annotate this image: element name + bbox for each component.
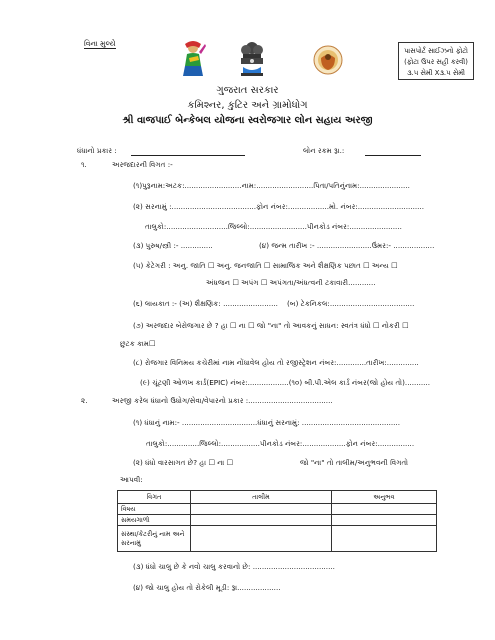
business-name-row[interactable]: (૧) ધંધાનું નામ:- .................................ધંધાનું સરનામું: ........................................... <box>133 418 401 427</box>
casual-work-row[interactable]: છુટક કામ☐ <box>120 339 156 348</box>
business-type-field[interactable] <box>131 155 245 156</box>
section1-number: ૧. <box>81 160 87 169</box>
table-cell: વિષય <box>118 504 191 515</box>
experience-table <box>117 490 437 552</box>
table-cell[interactable] <box>191 515 332 526</box>
table-header: વિગત <box>118 491 191 504</box>
business-taluka-row[interactable]: તાલુકો:..............જિલ્લો:.................પીનકોડ નંબર:...................ફોન નંબર:................ <box>146 439 415 448</box>
table-cell: સમયગાળો <box>118 515 191 526</box>
photo-box: પાસપોર્ટ સાઈઝનો ફોટો (ફોટા ઉપર સહી કરવી) ૩.૫ સેમી X૩.૫ સેમી <box>398 42 474 80</box>
category-row[interactable]: (૫) કેટેગરી : અનુ. જાતિ ☐ અનુ. જનજાતિ ☐ સામાજિક અને શૈક્ષણિક પછાત ☐ અન્ય ☐ <box>133 261 398 270</box>
employment-exchange-row[interactable]: (૮) રોજગાર વિનિમય કચેરીમાં નામ નોંધાવેલ હોય તો રજીસ્ટ્રેશન નંબર:.............તારીખ:.............. <box>133 358 419 367</box>
table-cell[interactable] <box>332 504 437 515</box>
birthdate-row[interactable]: (૪) જન્મ તારીખ :- ........................ઉંમર:- .................. <box>259 241 435 250</box>
epic-bpl-row[interactable]: (૯) ચૂંટણી ઓળખ કાર્ડ(EPIC) નંબર:..................(૧૦) બી.પી.એલ કાર્ડ નંબર(જો હોય તો)........... <box>140 378 431 387</box>
section2-number: ૨. <box>81 396 88 405</box>
table-cell: સંસ્થા/કેટરીનું નામ અને સરનામું <box>118 526 191 552</box>
table-header: અનુભવ <box>332 491 437 504</box>
name-row[interactable]: (૧)પુરૂનામ:અટક:.........................નામ:.........................પિતા/પતિનુંનામ:...................... <box>133 181 410 190</box>
form-title: શ્રી વાજપાઈ બેન્કેબલ યોજના સ્વરોજગાર લોન સહાય અરજી <box>122 115 373 126</box>
table-row <box>118 526 437 552</box>
kvib-logo <box>313 44 343 76</box>
training-details-row: જો "ના" તો તાલીમ/અનુભવની વિગતો <box>300 458 409 467</box>
table-cell[interactable] <box>191 526 332 552</box>
table-cell[interactable] <box>191 504 332 515</box>
unemployed-row[interactable]: (૭) અરજદાર બેરોજગાર છે ? હા ☐ ના ☐ જો "ના" તો આવકનું સાધન: સ્વતંત્ર ધંધો ☐ નોકરી ☐ <box>133 321 409 330</box>
disability-row[interactable]: અંધજન ☐ અપંગ ☐ અપંગતા/અંધત્વની ટકાવારી............ <box>206 278 376 287</box>
section2-title[interactable]: અરજી કરેલ ધંધાનો ઉધોગ/સેવા/વેપારનો પ્રકાર :..................................... <box>112 396 333 405</box>
table-cell[interactable] <box>332 526 437 552</box>
business-type-label: ધંધાનો પ્રકાર : <box>77 146 117 155</box>
table-header: તાલીમ <box>191 491 332 504</box>
table-header-row <box>118 491 437 504</box>
hereditary-row[interactable]: (૨) ધંધો વારસાગત છે? હા ☐ ના ☐ <box>133 458 234 467</box>
table-cell[interactable] <box>332 515 437 526</box>
section1-title: અરજદારની વિગત :- <box>112 160 173 169</box>
address-row[interactable]: (૨) સરનામું :.....................................ફોન નંબર:..................મો. નંબર:............................. <box>133 202 424 211</box>
taluka-row[interactable]: તાલુકો:...........................જિલ્લો:.........................પીનકોડ નંબર:....................... <box>145 222 402 231</box>
free-label: વિના મુલ્યે <box>84 39 116 48</box>
technical-row[interactable]: (બ) ટેકનિકલ:..................................... <box>287 299 415 308</box>
loan-amount-label: લોન રકમ રૂા.: <box>303 146 345 155</box>
loan-amount-field[interactable] <box>365 155 421 156</box>
gender-row[interactable]: (૩) પુરુષ/સ્ત્રી :- .............. <box>133 241 213 250</box>
provide-label: આપવી: <box>120 475 143 484</box>
department-title: કમિશ્નર, કુટિર અને ગ્રામોધોગ <box>187 100 308 111</box>
invested-capital-row[interactable]: (૪) જો ચાલુ હોય તો રોકેલી મૂડી: રૂા................... <box>133 583 281 592</box>
national-emblem-logo <box>237 39 267 79</box>
table-row <box>118 515 437 526</box>
table-row <box>118 504 437 515</box>
education-row[interactable]: (૬) લાયકાત :- (અ) શૈક્ષણિક: ........................ <box>133 299 278 308</box>
government-title: ગુજરાત સરકાર <box>216 85 279 96</box>
gujarat-figure-logo <box>181 40 207 80</box>
business-status-row[interactable]: (૩) ધંધો ચાલુ છે કે નવો ચાલુ કરવાનો છે: .................................... <box>133 562 335 571</box>
